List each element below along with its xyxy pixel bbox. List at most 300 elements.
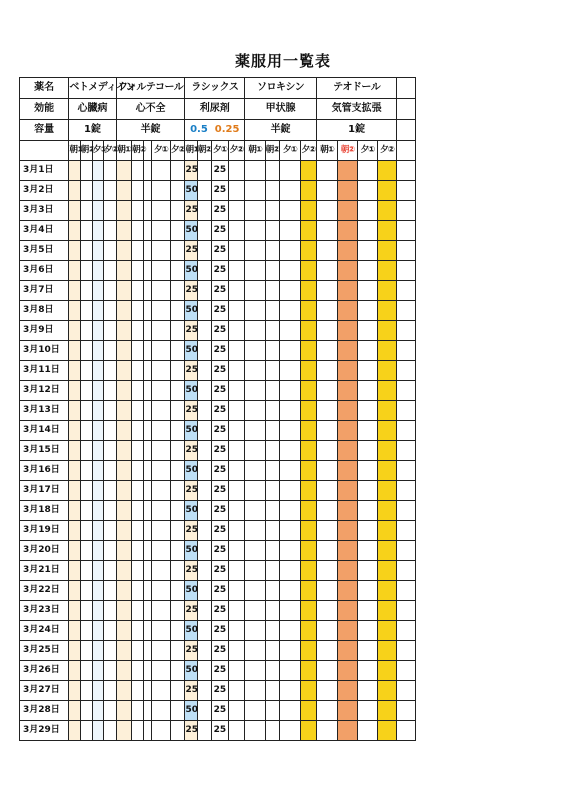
dose-check-cell[interactable] bbox=[280, 501, 301, 521]
dose-check-cell[interactable] bbox=[69, 401, 80, 421]
dose-check-cell[interactable] bbox=[228, 501, 244, 521]
dose-check-cell[interactable] bbox=[144, 461, 151, 481]
dose-check-cell[interactable] bbox=[69, 641, 80, 661]
lasix-morning-dose[interactable]: 25 bbox=[185, 281, 197, 301]
dose-check-cell[interactable] bbox=[228, 721, 244, 741]
dose-check-cell[interactable] bbox=[228, 561, 244, 581]
dose-check-cell[interactable] bbox=[116, 521, 131, 541]
dose-check-cell[interactable] bbox=[397, 721, 416, 741]
dose-check-cell[interactable] bbox=[104, 161, 116, 181]
dose-check-cell[interactable] bbox=[228, 601, 244, 621]
dose-check-cell[interactable] bbox=[280, 721, 301, 741]
dose-check-cell[interactable] bbox=[132, 661, 144, 681]
lasix-morning-dose[interactable]: 25 bbox=[185, 601, 197, 621]
dose-check-cell[interactable] bbox=[245, 681, 266, 701]
dose-check-cell[interactable] bbox=[171, 341, 185, 361]
dose-check-cell[interactable] bbox=[116, 681, 131, 701]
dose-check-cell[interactable] bbox=[171, 361, 185, 381]
dose-check-cell[interactable] bbox=[337, 641, 358, 661]
dose-check-cell[interactable] bbox=[197, 701, 211, 721]
dose-check-cell[interactable] bbox=[197, 661, 211, 681]
dose-check-cell[interactable] bbox=[358, 201, 378, 221]
dose-check-cell[interactable] bbox=[397, 621, 416, 641]
dose-check-cell[interactable] bbox=[228, 701, 244, 721]
dose-check-cell[interactable] bbox=[104, 301, 116, 321]
dose-check-cell[interactable] bbox=[132, 201, 144, 221]
dose-check-cell[interactable] bbox=[132, 181, 144, 201]
dose-check-cell[interactable] bbox=[228, 321, 244, 341]
dose-check-cell[interactable] bbox=[280, 341, 301, 361]
dose-check-cell[interactable] bbox=[317, 181, 338, 201]
dose-check-cell[interactable] bbox=[151, 421, 171, 441]
dose-check-cell[interactable] bbox=[132, 441, 144, 461]
dose-check-cell[interactable] bbox=[197, 681, 211, 701]
dose-check-cell[interactable] bbox=[116, 181, 131, 201]
dose-check-cell[interactable] bbox=[228, 641, 244, 661]
dose-check-cell[interactable] bbox=[228, 521, 244, 541]
dose-check-cell[interactable] bbox=[300, 341, 316, 361]
dose-check-cell[interactable] bbox=[197, 341, 211, 361]
lasix-morning-dose[interactable]: 25 bbox=[185, 641, 197, 661]
dose-check-cell[interactable] bbox=[144, 321, 151, 341]
lasix-morning-dose[interactable]: 50 bbox=[185, 661, 197, 681]
lasix-morning-dose[interactable]: 25 bbox=[185, 401, 197, 421]
dose-check-cell[interactable] bbox=[358, 701, 378, 721]
dose-check-cell[interactable] bbox=[228, 481, 244, 501]
dose-check-cell[interactable] bbox=[144, 661, 151, 681]
dose-check-cell[interactable] bbox=[92, 541, 103, 561]
dose-check-cell[interactable] bbox=[300, 301, 316, 321]
dose-check-cell[interactable] bbox=[144, 181, 151, 201]
dose-check-cell[interactable] bbox=[245, 381, 266, 401]
dose-check-cell[interactable] bbox=[151, 441, 171, 461]
dose-check-cell[interactable] bbox=[69, 521, 80, 541]
dose-check-cell[interactable] bbox=[80, 421, 92, 441]
dose-check-cell[interactable] bbox=[228, 441, 244, 461]
dose-check-cell[interactable] bbox=[397, 301, 416, 321]
dose-check-cell[interactable] bbox=[80, 381, 92, 401]
dose-check-cell[interactable] bbox=[397, 561, 416, 581]
dose-check-cell[interactable] bbox=[265, 661, 279, 681]
dose-check-cell[interactable] bbox=[245, 641, 266, 661]
dose-check-cell[interactable] bbox=[300, 321, 316, 341]
dose-check-cell[interactable] bbox=[92, 241, 103, 261]
dose-check-cell[interactable] bbox=[80, 341, 92, 361]
dose-check-cell[interactable] bbox=[151, 361, 171, 381]
dose-check-cell[interactable] bbox=[280, 401, 301, 421]
dose-check-cell[interactable] bbox=[358, 661, 378, 681]
dose-check-cell[interactable] bbox=[377, 221, 397, 241]
dose-check-cell[interactable] bbox=[265, 581, 279, 601]
dose-check-cell[interactable] bbox=[92, 381, 103, 401]
dose-check-cell[interactable] bbox=[397, 341, 416, 361]
dose-check-cell[interactable] bbox=[69, 621, 80, 641]
dose-check-cell[interactable] bbox=[358, 561, 378, 581]
dose-check-cell[interactable] bbox=[280, 181, 301, 201]
dose-check-cell[interactable] bbox=[317, 641, 338, 661]
dose-check-cell[interactable] bbox=[245, 301, 266, 321]
dose-check-cell[interactable] bbox=[151, 521, 171, 541]
dose-check-cell[interactable] bbox=[132, 161, 144, 181]
dose-check-cell[interactable] bbox=[337, 721, 358, 741]
dose-check-cell[interactable] bbox=[317, 721, 338, 741]
dose-check-cell[interactable] bbox=[171, 181, 185, 201]
dose-check-cell[interactable] bbox=[245, 661, 266, 681]
dose-check-cell[interactable] bbox=[397, 681, 416, 701]
dose-check-cell[interactable] bbox=[80, 161, 92, 181]
dose-check-cell[interactable] bbox=[171, 321, 185, 341]
dose-check-cell[interactable] bbox=[280, 481, 301, 501]
dose-check-cell[interactable] bbox=[358, 321, 378, 341]
dose-check-cell[interactable] bbox=[358, 601, 378, 621]
dose-check-cell[interactable] bbox=[300, 381, 316, 401]
lasix-evening-dose[interactable]: 25 bbox=[212, 641, 228, 661]
dose-check-cell[interactable] bbox=[80, 261, 92, 281]
dose-check-cell[interactable] bbox=[397, 521, 416, 541]
dose-check-cell[interactable] bbox=[280, 441, 301, 461]
dose-check-cell[interactable] bbox=[317, 361, 338, 381]
dose-check-cell[interactable] bbox=[132, 721, 144, 741]
dose-check-cell[interactable] bbox=[132, 381, 144, 401]
lasix-morning-dose[interactable]: 50 bbox=[185, 181, 197, 201]
dose-check-cell[interactable] bbox=[245, 281, 266, 301]
dose-check-cell[interactable] bbox=[337, 541, 358, 561]
dose-check-cell[interactable] bbox=[397, 421, 416, 441]
dose-check-cell[interactable] bbox=[132, 401, 144, 421]
dose-check-cell[interactable] bbox=[245, 361, 266, 381]
dose-check-cell[interactable] bbox=[144, 701, 151, 721]
dose-check-cell[interactable] bbox=[228, 381, 244, 401]
dose-check-cell[interactable] bbox=[358, 641, 378, 661]
dose-check-cell[interactable] bbox=[151, 721, 171, 741]
dose-check-cell[interactable] bbox=[397, 481, 416, 501]
dose-check-cell[interactable] bbox=[144, 241, 151, 261]
dose-check-cell[interactable] bbox=[337, 381, 358, 401]
dose-check-cell[interactable] bbox=[144, 481, 151, 501]
dose-check-cell[interactable] bbox=[132, 501, 144, 521]
dose-check-cell[interactable] bbox=[265, 281, 279, 301]
dose-check-cell[interactable] bbox=[317, 241, 338, 261]
dose-check-cell[interactable] bbox=[377, 261, 397, 281]
dose-check-cell[interactable] bbox=[317, 341, 338, 361]
dose-check-cell[interactable] bbox=[337, 301, 358, 321]
dose-check-cell[interactable] bbox=[377, 461, 397, 481]
dose-check-cell[interactable] bbox=[300, 681, 316, 701]
lasix-morning-dose[interactable]: 25 bbox=[185, 441, 197, 461]
dose-check-cell[interactable] bbox=[337, 501, 358, 521]
dose-check-cell[interactable] bbox=[377, 281, 397, 301]
dose-check-cell[interactable] bbox=[92, 181, 103, 201]
dose-check-cell[interactable] bbox=[245, 601, 266, 621]
dose-check-cell[interactable] bbox=[280, 541, 301, 561]
dose-check-cell[interactable] bbox=[245, 241, 266, 261]
lasix-morning-dose[interactable]: 50 bbox=[185, 301, 197, 321]
dose-check-cell[interactable] bbox=[397, 601, 416, 621]
dose-check-cell[interactable] bbox=[300, 441, 316, 461]
dose-check-cell[interactable] bbox=[280, 461, 301, 481]
dose-check-cell[interactable] bbox=[358, 261, 378, 281]
dose-check-cell[interactable] bbox=[132, 461, 144, 481]
dose-check-cell[interactable] bbox=[245, 521, 266, 541]
lasix-morning-dose[interactable]: 25 bbox=[185, 201, 197, 221]
dose-check-cell[interactable] bbox=[280, 681, 301, 701]
dose-check-cell[interactable] bbox=[397, 381, 416, 401]
dose-check-cell[interactable] bbox=[245, 501, 266, 521]
dose-check-cell[interactable] bbox=[69, 561, 80, 581]
dose-check-cell[interactable] bbox=[197, 261, 211, 281]
dose-check-cell[interactable] bbox=[144, 201, 151, 221]
dose-check-cell[interactable] bbox=[104, 181, 116, 201]
dose-check-cell[interactable] bbox=[317, 221, 338, 241]
dose-check-cell[interactable] bbox=[228, 361, 244, 381]
dose-check-cell[interactable] bbox=[300, 361, 316, 381]
dose-check-cell[interactable] bbox=[397, 581, 416, 601]
dose-check-cell[interactable] bbox=[300, 401, 316, 421]
dose-check-cell[interactable] bbox=[280, 321, 301, 341]
dose-check-cell[interactable] bbox=[228, 241, 244, 261]
dose-check-cell[interactable] bbox=[337, 581, 358, 601]
lasix-morning-dose[interactable]: 25 bbox=[185, 721, 197, 741]
lasix-evening-dose[interactable]: 25 bbox=[212, 221, 228, 241]
dose-check-cell[interactable] bbox=[80, 201, 92, 221]
dose-check-cell[interactable] bbox=[132, 521, 144, 541]
dose-check-cell[interactable] bbox=[265, 181, 279, 201]
dose-check-cell[interactable] bbox=[337, 561, 358, 581]
lasix-morning-dose[interactable]: 50 bbox=[185, 581, 197, 601]
dose-check-cell[interactable] bbox=[317, 521, 338, 541]
dose-check-cell[interactable] bbox=[171, 221, 185, 241]
dose-check-cell[interactable] bbox=[300, 541, 316, 561]
dose-check-cell[interactable] bbox=[69, 501, 80, 521]
dose-check-cell[interactable] bbox=[80, 401, 92, 421]
dose-check-cell[interactable] bbox=[144, 161, 151, 181]
dose-check-cell[interactable] bbox=[80, 461, 92, 481]
dose-check-cell[interactable] bbox=[69, 481, 80, 501]
dose-check-cell[interactable] bbox=[245, 701, 266, 721]
dose-check-cell[interactable] bbox=[300, 581, 316, 601]
dose-check-cell[interactable] bbox=[228, 261, 244, 281]
dose-check-cell[interactable] bbox=[280, 261, 301, 281]
lasix-morning-dose[interactable]: 50 bbox=[185, 221, 197, 241]
dose-check-cell[interactable] bbox=[104, 341, 116, 361]
dose-check-cell[interactable] bbox=[317, 461, 338, 481]
dose-check-cell[interactable] bbox=[92, 501, 103, 521]
dose-check-cell[interactable] bbox=[171, 241, 185, 261]
lasix-morning-dose[interactable]: 25 bbox=[185, 481, 197, 501]
dose-check-cell[interactable] bbox=[69, 221, 80, 241]
dose-check-cell[interactable] bbox=[69, 461, 80, 481]
dose-check-cell[interactable] bbox=[377, 621, 397, 641]
dose-check-cell[interactable] bbox=[92, 261, 103, 281]
dose-check-cell[interactable] bbox=[80, 621, 92, 641]
dose-check-cell[interactable] bbox=[104, 261, 116, 281]
dose-check-cell[interactable] bbox=[197, 161, 211, 181]
dose-check-cell[interactable] bbox=[197, 361, 211, 381]
dose-check-cell[interactable] bbox=[104, 621, 116, 641]
dose-check-cell[interactable] bbox=[280, 161, 301, 181]
lasix-morning-dose[interactable]: 50 bbox=[185, 381, 197, 401]
dose-check-cell[interactable] bbox=[151, 161, 171, 181]
dose-check-cell[interactable] bbox=[358, 481, 378, 501]
dose-check-cell[interactable] bbox=[300, 181, 316, 201]
dose-check-cell[interactable] bbox=[228, 661, 244, 681]
dose-check-cell[interactable] bbox=[132, 321, 144, 341]
dose-check-cell[interactable] bbox=[300, 481, 316, 501]
dose-check-cell[interactable] bbox=[197, 541, 211, 561]
dose-check-cell[interactable] bbox=[358, 241, 378, 261]
lasix-morning-dose[interactable]: 50 bbox=[185, 501, 197, 521]
lasix-evening-dose[interactable]: 25 bbox=[212, 161, 228, 181]
dose-check-cell[interactable] bbox=[245, 721, 266, 741]
dose-check-cell[interactable] bbox=[171, 621, 185, 641]
dose-check-cell[interactable] bbox=[151, 241, 171, 261]
dose-check-cell[interactable] bbox=[317, 441, 338, 461]
dose-check-cell[interactable] bbox=[280, 201, 301, 221]
dose-check-cell[interactable] bbox=[171, 601, 185, 621]
dose-check-cell[interactable] bbox=[92, 601, 103, 621]
dose-check-cell[interactable] bbox=[104, 681, 116, 701]
dose-check-cell[interactable] bbox=[228, 221, 244, 241]
dose-check-cell[interactable] bbox=[116, 221, 131, 241]
dose-check-cell[interactable] bbox=[377, 661, 397, 681]
dose-check-cell[interactable] bbox=[337, 621, 358, 641]
dose-check-cell[interactable] bbox=[265, 401, 279, 421]
dose-check-cell[interactable] bbox=[151, 681, 171, 701]
dose-check-cell[interactable] bbox=[265, 341, 279, 361]
dose-check-cell[interactable] bbox=[171, 461, 185, 481]
dose-check-cell[interactable] bbox=[151, 301, 171, 321]
dose-check-cell[interactable] bbox=[317, 601, 338, 621]
dose-check-cell[interactable] bbox=[317, 161, 338, 181]
dose-check-cell[interactable] bbox=[300, 281, 316, 301]
dose-check-cell[interactable] bbox=[171, 381, 185, 401]
dose-check-cell[interactable] bbox=[171, 681, 185, 701]
dose-check-cell[interactable] bbox=[69, 321, 80, 341]
dose-check-cell[interactable] bbox=[116, 321, 131, 341]
dose-check-cell[interactable] bbox=[151, 281, 171, 301]
dose-check-cell[interactable] bbox=[377, 701, 397, 721]
dose-check-cell[interactable] bbox=[197, 721, 211, 741]
dose-check-cell[interactable] bbox=[265, 501, 279, 521]
dose-check-cell[interactable] bbox=[171, 161, 185, 181]
dose-check-cell[interactable] bbox=[80, 361, 92, 381]
lasix-morning-dose[interactable]: 25 bbox=[185, 321, 197, 341]
dose-check-cell[interactable] bbox=[144, 261, 151, 281]
lasix-evening-dose[interactable]: 25 bbox=[212, 621, 228, 641]
dose-check-cell[interactable] bbox=[151, 321, 171, 341]
dose-check-cell[interactable] bbox=[132, 561, 144, 581]
dose-check-cell[interactable] bbox=[92, 641, 103, 661]
dose-check-cell[interactable] bbox=[69, 661, 80, 681]
dose-check-cell[interactable] bbox=[397, 321, 416, 341]
dose-check-cell[interactable] bbox=[265, 601, 279, 621]
dose-check-cell[interactable] bbox=[80, 661, 92, 681]
dose-check-cell[interactable] bbox=[116, 301, 131, 321]
lasix-evening-dose[interactable]: 25 bbox=[212, 181, 228, 201]
dose-check-cell[interactable] bbox=[132, 621, 144, 641]
dose-check-cell[interactable] bbox=[92, 281, 103, 301]
dose-check-cell[interactable] bbox=[144, 341, 151, 361]
dose-check-cell[interactable] bbox=[80, 681, 92, 701]
dose-check-cell[interactable] bbox=[337, 701, 358, 721]
dose-check-cell[interactable] bbox=[228, 201, 244, 221]
dose-check-cell[interactable] bbox=[92, 661, 103, 681]
dose-check-cell[interactable] bbox=[197, 521, 211, 541]
dose-check-cell[interactable] bbox=[144, 401, 151, 421]
dose-check-cell[interactable] bbox=[197, 441, 211, 461]
dose-check-cell[interactable] bbox=[337, 281, 358, 301]
dose-check-cell[interactable] bbox=[265, 421, 279, 441]
dose-check-cell[interactable] bbox=[317, 701, 338, 721]
dose-check-cell[interactable] bbox=[104, 401, 116, 421]
dose-check-cell[interactable] bbox=[197, 581, 211, 601]
dose-check-cell[interactable] bbox=[116, 201, 131, 221]
lasix-evening-dose[interactable]: 25 bbox=[212, 401, 228, 421]
dose-check-cell[interactable] bbox=[280, 641, 301, 661]
lasix-morning-dose[interactable]: 25 bbox=[185, 521, 197, 541]
dose-check-cell[interactable] bbox=[92, 721, 103, 741]
dose-check-cell[interactable] bbox=[197, 221, 211, 241]
dose-check-cell[interactable] bbox=[358, 361, 378, 381]
dose-check-cell[interactable] bbox=[245, 321, 266, 341]
dose-check-cell[interactable] bbox=[144, 641, 151, 661]
dose-check-cell[interactable] bbox=[116, 341, 131, 361]
dose-check-cell[interactable] bbox=[397, 661, 416, 681]
dose-check-cell[interactable] bbox=[397, 461, 416, 481]
dose-check-cell[interactable] bbox=[92, 441, 103, 461]
dose-check-cell[interactable] bbox=[377, 181, 397, 201]
dose-check-cell[interactable] bbox=[358, 501, 378, 521]
dose-check-cell[interactable] bbox=[337, 181, 358, 201]
dose-check-cell[interactable] bbox=[300, 201, 316, 221]
dose-check-cell[interactable] bbox=[377, 501, 397, 521]
dose-check-cell[interactable] bbox=[116, 441, 131, 461]
dose-check-cell[interactable] bbox=[397, 441, 416, 461]
lasix-evening-dose[interactable]: 25 bbox=[212, 301, 228, 321]
dose-check-cell[interactable] bbox=[245, 341, 266, 361]
dose-check-cell[interactable] bbox=[132, 581, 144, 601]
dose-check-cell[interactable] bbox=[397, 201, 416, 221]
dose-check-cell[interactable] bbox=[358, 421, 378, 441]
dose-check-cell[interactable] bbox=[377, 581, 397, 601]
dose-check-cell[interactable] bbox=[104, 521, 116, 541]
dose-check-cell[interactable] bbox=[358, 381, 378, 401]
dose-check-cell[interactable] bbox=[132, 301, 144, 321]
dose-check-cell[interactable] bbox=[397, 261, 416, 281]
dose-check-cell[interactable] bbox=[317, 421, 338, 441]
dose-check-cell[interactable] bbox=[280, 581, 301, 601]
dose-check-cell[interactable] bbox=[358, 541, 378, 561]
dose-check-cell[interactable] bbox=[265, 361, 279, 381]
dose-check-cell[interactable] bbox=[358, 461, 378, 481]
dose-check-cell[interactable] bbox=[144, 381, 151, 401]
dose-check-cell[interactable] bbox=[92, 401, 103, 421]
dose-check-cell[interactable] bbox=[104, 701, 116, 721]
dose-check-cell[interactable] bbox=[116, 561, 131, 581]
dose-check-cell[interactable] bbox=[300, 661, 316, 681]
dose-check-cell[interactable] bbox=[144, 501, 151, 521]
dose-check-cell[interactable] bbox=[80, 221, 92, 241]
lasix-evening-dose[interactable]: 25 bbox=[212, 241, 228, 261]
dose-check-cell[interactable] bbox=[151, 201, 171, 221]
dose-check-cell[interactable] bbox=[104, 421, 116, 441]
dose-check-cell[interactable] bbox=[317, 621, 338, 641]
dose-check-cell[interactable] bbox=[144, 561, 151, 581]
dose-check-cell[interactable] bbox=[228, 301, 244, 321]
dose-check-cell[interactable] bbox=[265, 561, 279, 581]
dose-check-cell[interactable] bbox=[104, 321, 116, 341]
dose-check-cell[interactable] bbox=[171, 401, 185, 421]
